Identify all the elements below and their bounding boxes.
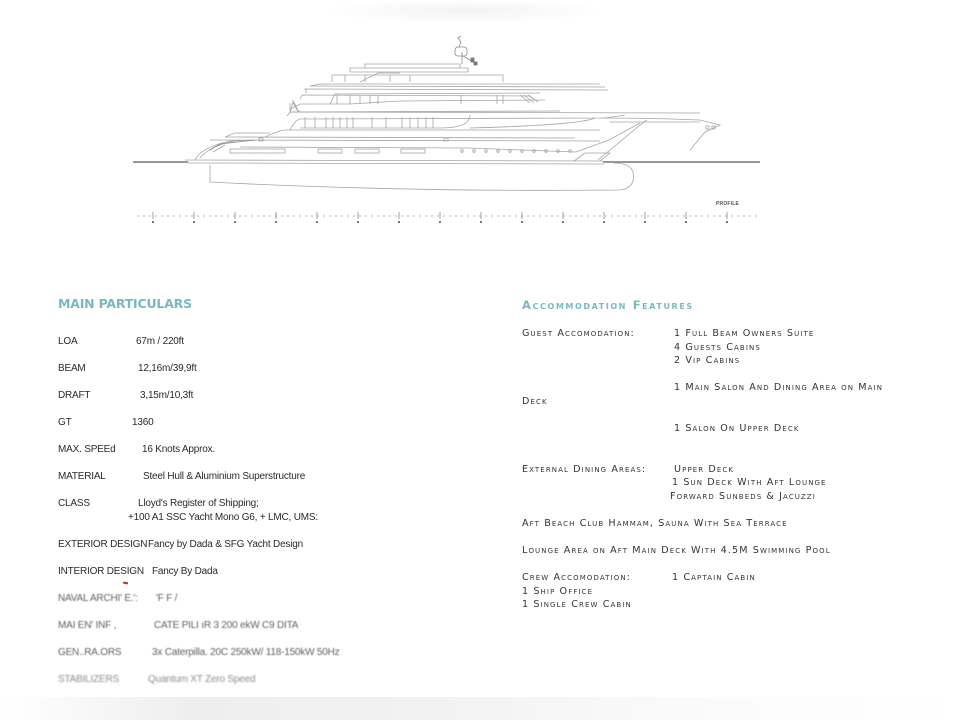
accommodation-line: Deck [522,396,548,407]
accommodation-line: Guest Accomodation: [522,328,635,339]
main-particulars-title: MAIN PARTICULARS [58,296,192,311]
accommodation-line: 2 Vip Cabins [674,355,741,366]
spec-label: EXTERIOR DESIGN [58,539,148,550]
accommodation-title: Accommodation Features [522,298,694,312]
accommodation-line: 4 Guests Cabins [674,342,761,353]
accommodation-line: Forward Sunbeds & Jacuzzi [670,491,816,502]
spec-value: 1360 [132,417,154,428]
accommodation-line: Upper Deck [674,464,735,475]
spec-label: STABILIZERS [58,674,119,685]
accommodation-line: External Dining Areas: [522,464,647,475]
accommodation-line: 1 Full Beam Owners Suite [674,328,815,339]
profile-label: PROFILE [716,201,740,207]
spec-value: Steel Hull & Aluminium Superstructure [143,471,306,482]
spec-value: CATE PILI ıR 3 200 ekW C9 DITA [154,620,299,631]
spec-value: 3,15m/10,3ft [140,390,194,401]
accommodation-line: 1 Main Salon And Dining Area on Main [674,382,884,393]
spec-label: GEN..RA.ORS [58,647,122,658]
spec-value: Lloyd's Register of Shipping; [138,498,259,509]
accommodation-line: 1 Single Crew Cabin [522,599,632,610]
spec-label: MAI EN' INF , [58,620,117,631]
accommodation-line: 1 Salon On Upper Deck [674,423,800,434]
accommodation-line: 1 Sun Deck With Aft Lounge [672,477,827,488]
accommodation-line: 1 Ship Office [522,586,594,597]
main-particulars-section [58,296,438,685]
accommodation-line: Lounge Area on Aft Main Deck With 4.5M Swimming Pool [522,545,831,556]
accommodation-line: 1 Captain Cabin [672,572,756,583]
spec-value: Fancy By Dada [152,566,218,577]
spec-value: 12,16m/39,9ft [138,363,197,374]
spec-label: GT [58,417,72,428]
spec-value-line2: +100 A1 SSC Yacht Mono G6, + LMC, UMS: [128,512,318,523]
bottom-edge-fade [0,697,960,720]
spec-value: 3x Caterpilla. 20C 250kW/ 118-150kW 50Hz [152,647,340,658]
spec-label: DRAFT [58,390,91,401]
spec-value: Fancy by Dada & SFG Yacht Design [148,539,303,550]
spec-value: 16 Knots Approx. [142,444,215,455]
spec-value: 'F F / [156,593,178,604]
top-edge-fade [330,0,600,22]
spec-label: NAVAL ARCHI' E.': [58,593,138,604]
spec-label: MAX. SPEEd [58,444,116,455]
yacht-profile-drawing [130,30,760,230]
red-annotation-mark [123,582,128,585]
spec-value: 67m / 220ft [136,336,184,347]
spec-label: INTERIOR DESIGN [58,566,144,577]
spec-label: MATERIAL [58,471,106,482]
accommodation-line: Crew Accomodation: [522,572,631,583]
spec-value: Quantum XT Zero Speed [148,674,256,685]
accommodation-line: Aft Beach Club Hammam, Sauna With Sea Terrace [522,518,788,529]
spec-label: LOA [58,336,78,347]
spec-label: CLASS [58,498,90,509]
spec-label: BEAM [58,363,86,374]
